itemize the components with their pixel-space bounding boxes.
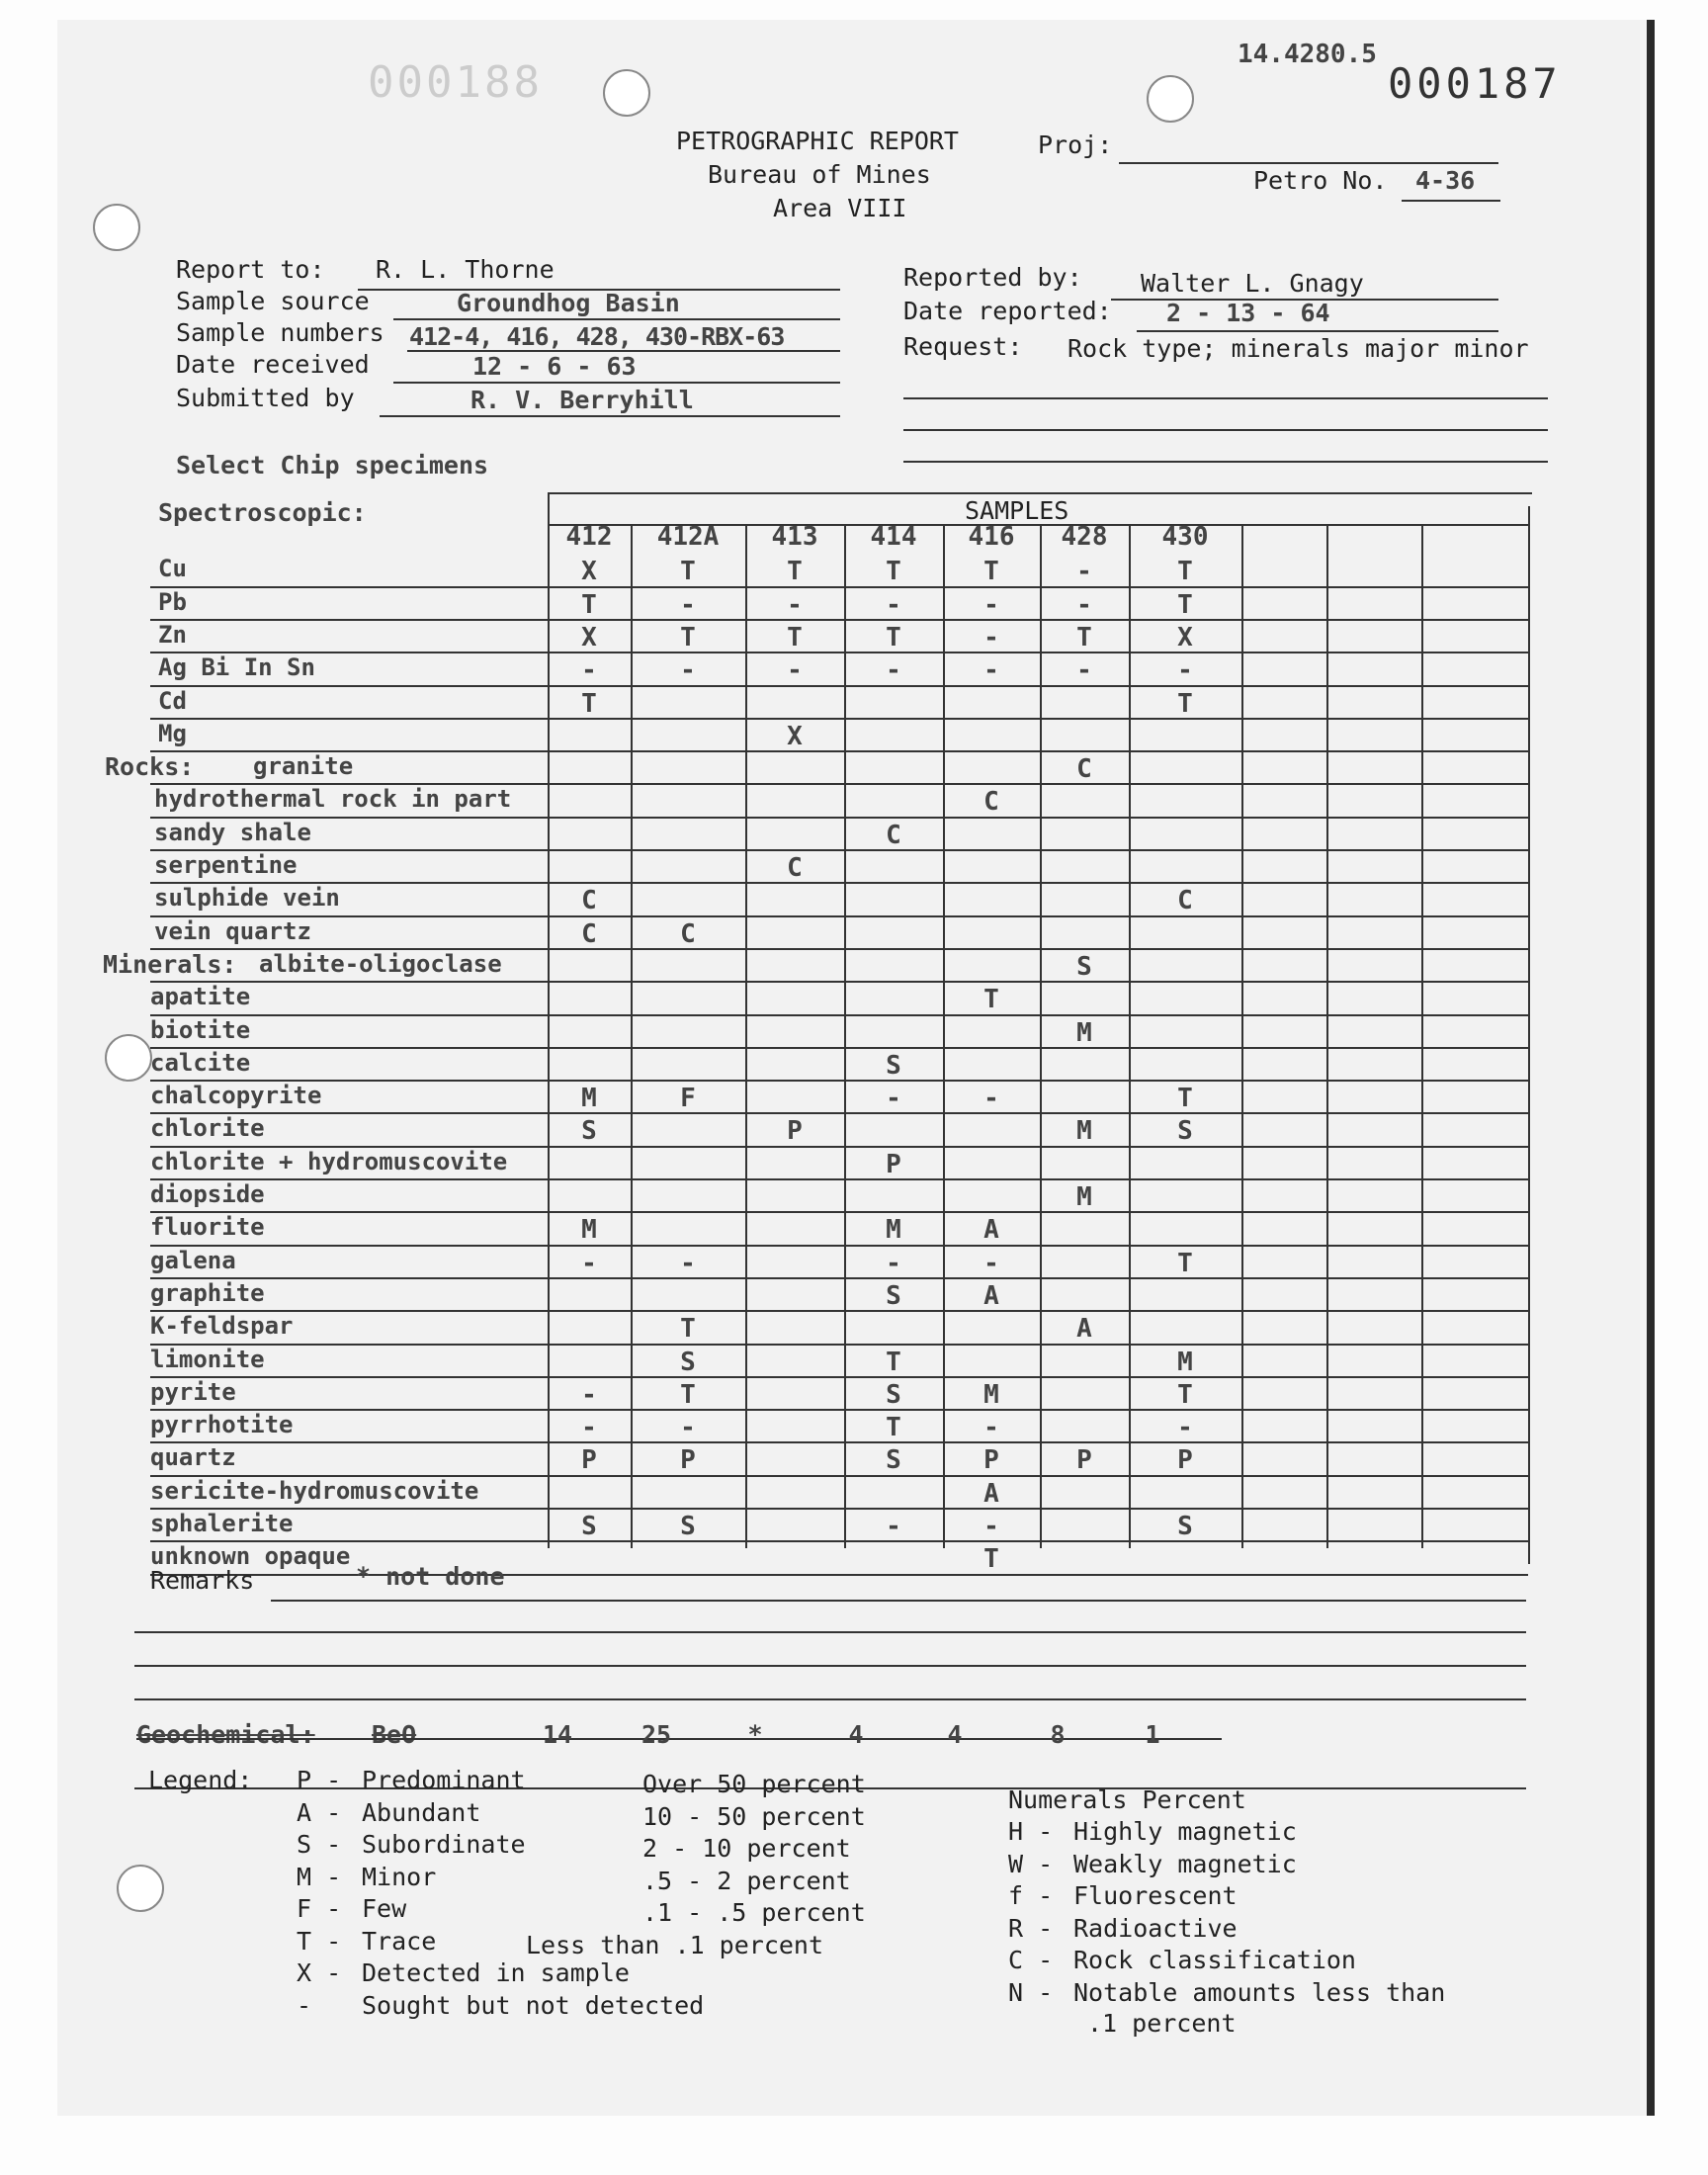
table-row-label: chlorite xyxy=(150,1114,265,1143)
table-row-label: graphite xyxy=(150,1278,265,1307)
table-row-line xyxy=(150,981,1528,983)
table-column-line xyxy=(1326,524,1328,1548)
minerals-label: Minerals: xyxy=(103,949,237,979)
table-cell: - xyxy=(983,1084,999,1114)
table-cell: - xyxy=(983,1512,999,1541)
table-row-label: sphalerite xyxy=(150,1510,294,1537)
table-cell: S xyxy=(1076,951,1092,982)
page-number: 000187 xyxy=(1388,59,1562,108)
legend-name: Predominant xyxy=(362,1766,526,1794)
legend-name: Minor xyxy=(362,1862,437,1891)
table-cell: M xyxy=(1177,1347,1193,1377)
geochemical-value: 4 xyxy=(947,1720,963,1749)
table-cell: T xyxy=(787,557,803,587)
table-row-label: apatite xyxy=(150,983,251,1011)
table-cell: - xyxy=(983,589,999,620)
table-cell: M xyxy=(581,1215,597,1246)
table-cell: - xyxy=(787,655,803,686)
table-cell: X xyxy=(581,622,597,652)
table-row-label: sericite-hydromuscovite xyxy=(150,1476,479,1505)
legend-name: Few xyxy=(362,1894,407,1923)
table-cell: M xyxy=(1076,1017,1092,1048)
report-title: PETROGRAPHIC REPORT xyxy=(676,127,959,155)
sample-numbers-value: 412-4, 416, 428, 430-RBX-63 xyxy=(409,322,785,351)
table-row-label: unknown opaque xyxy=(150,1542,351,1571)
petro-value: 4-36 xyxy=(1415,166,1476,195)
table-cell: S xyxy=(680,1347,696,1377)
sample-source-label: Sample source xyxy=(176,287,370,315)
legend-name: Subordinate xyxy=(362,1830,526,1859)
legend-name: Abundant xyxy=(362,1797,481,1827)
date-reported-line xyxy=(1137,330,1498,332)
table-cell: T xyxy=(680,1314,696,1345)
table-row-line xyxy=(150,1211,1528,1213)
table-row-label: quartz xyxy=(150,1443,236,1472)
section-rule xyxy=(548,492,1532,494)
table-cell: S xyxy=(680,1512,696,1541)
report-to-label: Report to: xyxy=(176,255,325,284)
table-row-label: biotite xyxy=(150,1015,251,1044)
table-cell: P xyxy=(1076,1445,1092,1476)
remarks-line xyxy=(134,1665,1526,1667)
legend-code: R - xyxy=(1008,1913,1054,1943)
table-row-line xyxy=(150,1344,1528,1346)
column-header: 414 xyxy=(870,522,917,552)
table-row-line xyxy=(150,718,1528,720)
geochemical-value: 8 xyxy=(1050,1720,1066,1749)
date-received-line xyxy=(393,382,840,384)
table-cell: X xyxy=(787,721,803,751)
legend-code: C - xyxy=(1008,1946,1054,1974)
column-header: 413 xyxy=(771,522,818,552)
table-cell: M xyxy=(1076,1182,1092,1212)
table-row-line xyxy=(150,1540,1528,1542)
table-cell: S xyxy=(581,1116,597,1147)
table-row-label: Zn xyxy=(158,620,187,649)
geochemical-value: 1 xyxy=(1145,1720,1160,1749)
punch-hole xyxy=(93,204,140,251)
table-cell: M xyxy=(983,1379,999,1410)
table-cell: P xyxy=(581,1445,597,1476)
table-cell: - xyxy=(680,1248,696,1278)
table-row-label: granite xyxy=(253,752,354,781)
table-cell: - xyxy=(1177,1413,1193,1443)
table-row-label: Cu xyxy=(158,555,187,583)
request-line xyxy=(903,397,1548,399)
table-row-line xyxy=(150,817,1528,819)
date-reported-value: 2 - 13 - 64 xyxy=(1166,299,1330,327)
legend-name: Rock classification xyxy=(1073,1946,1356,1974)
table-cell: A xyxy=(983,1280,999,1311)
column-header: 430 xyxy=(1161,522,1209,552)
table-cell: T xyxy=(680,1379,696,1410)
legend-name: Sought but not detected xyxy=(362,1990,705,2020)
request-line xyxy=(903,429,1548,431)
table-row-label: sulphide vein xyxy=(154,884,340,913)
table-row-label: hydrothermal rock in part xyxy=(154,785,512,814)
table-cell: - xyxy=(886,655,901,686)
table-column-line xyxy=(1241,524,1243,1548)
column-header: 412 xyxy=(565,522,613,552)
reported-by-value: Walter L. Gnagy xyxy=(1141,269,1364,298)
table-cell: - xyxy=(983,622,999,652)
table-cell: T xyxy=(1177,1084,1193,1114)
table-cell: S xyxy=(886,1445,901,1476)
table-cell: T xyxy=(886,1413,901,1443)
remarks-line xyxy=(134,1631,1526,1633)
table-row-line xyxy=(150,1376,1528,1378)
geochemical-value: 4 xyxy=(848,1720,864,1749)
bureau-subtitle: Bureau of Mines xyxy=(708,160,931,189)
table-cell: X xyxy=(581,557,597,587)
submitted-by-line xyxy=(380,415,840,417)
legend-name: Radioactive xyxy=(1073,1913,1238,1943)
table-row-line xyxy=(150,1014,1528,1016)
table-cell: C xyxy=(1076,754,1092,785)
sample-numbers-label: Sample numbers xyxy=(176,318,384,347)
table-cell: - xyxy=(886,1248,901,1278)
legend-name: Highly magnetic xyxy=(1073,1817,1297,1846)
table-row-label: fluorite xyxy=(150,1213,265,1242)
punch-hole xyxy=(1147,75,1194,123)
legend-code: W - xyxy=(1008,1849,1054,1878)
table-cell: - xyxy=(787,589,803,620)
table-cell: T xyxy=(983,557,999,587)
table-cell: - xyxy=(581,1413,597,1443)
table-row-label: Mg xyxy=(158,719,187,747)
remarks-value: * not done xyxy=(356,1562,505,1591)
rocks-label: Rocks: xyxy=(105,752,195,782)
table-cell: C xyxy=(787,853,803,883)
table-cell: S xyxy=(1177,1512,1193,1541)
table-cell: M xyxy=(886,1215,901,1246)
geochemical-compound: BeO xyxy=(372,1720,417,1749)
column-header: 416 xyxy=(968,522,1015,552)
geochemical-value: * xyxy=(747,1720,763,1749)
table-cell: T xyxy=(886,622,901,652)
area-subtitle: Area VIII xyxy=(773,194,907,222)
remarks-line xyxy=(134,1698,1526,1700)
legend-name: Detected in sample xyxy=(362,1958,630,1987)
table-cell: S xyxy=(1177,1116,1193,1147)
legend-code: - xyxy=(297,1990,312,2020)
table-cell: P xyxy=(886,1149,901,1179)
legend-range: .1 - .5 percent xyxy=(642,1898,866,1927)
table-row-line xyxy=(150,1080,1528,1082)
table-cell: S xyxy=(886,1280,901,1311)
legend-code: S - xyxy=(297,1830,342,1859)
table-row-label: calcite xyxy=(150,1048,251,1077)
table-cell: P xyxy=(1177,1445,1193,1476)
table-cell: - xyxy=(581,1248,597,1278)
legend-label: Legend: xyxy=(148,1766,253,1794)
table-row-label: galena xyxy=(150,1246,236,1274)
report-to-value: R. L. Thorne xyxy=(376,255,555,284)
table-cell: - xyxy=(983,1413,999,1443)
legend-code: T - xyxy=(297,1926,342,1956)
table-row-label: chlorite + hydromuscovite xyxy=(150,1147,508,1175)
reference-number: 14.4280.5 xyxy=(1238,40,1377,69)
faded-page-number: 000188 xyxy=(368,57,543,108)
legend-code: M - xyxy=(297,1862,342,1891)
table-cell: T xyxy=(1177,688,1193,719)
table-cell: - xyxy=(680,1413,696,1443)
reported-by-label: Reported by: xyxy=(903,263,1082,292)
legend-code: X - xyxy=(297,1958,342,1987)
table-cell: - xyxy=(680,655,696,686)
remarks-line xyxy=(271,1600,1526,1602)
table-row-line xyxy=(150,1310,1528,1312)
table-cell: - xyxy=(1076,655,1092,686)
table-row-label: Ag Bi In Sn xyxy=(158,653,315,682)
table-row-label: albite-oligoclase xyxy=(259,949,502,978)
legend-code: H - xyxy=(1008,1817,1054,1846)
page-edge xyxy=(1647,20,1655,2116)
table-cell: - xyxy=(680,589,696,620)
geochemical-value: 14 xyxy=(542,1720,573,1749)
table-row-line xyxy=(150,1277,1528,1279)
table-cell: T xyxy=(1076,622,1092,652)
table-cell: T xyxy=(1177,589,1193,620)
table-cell: - xyxy=(886,589,901,620)
table-row-line xyxy=(150,1508,1528,1510)
date-reported-label: Date reported: xyxy=(903,297,1112,325)
table-cell: T xyxy=(680,622,696,652)
table-border-right xyxy=(1528,506,1530,1564)
geochemical-value: 25 xyxy=(640,1720,672,1749)
table-cell: C xyxy=(1177,886,1193,916)
legend-range: 10 - 50 percent xyxy=(642,1801,866,1831)
legend-code: F - xyxy=(297,1894,342,1923)
table-cell: - xyxy=(1177,655,1193,686)
table-cell: F xyxy=(680,1084,696,1114)
table-row-label: Cd xyxy=(158,686,187,715)
table-row-line xyxy=(150,1178,1528,1180)
table-row-label: serpentine xyxy=(154,851,298,879)
table-row-label: vein quartz xyxy=(154,916,311,945)
request-value: Rock type; minerals major minor xyxy=(1068,334,1529,363)
table-cell: X xyxy=(1177,622,1193,652)
table-cell: C xyxy=(581,918,597,949)
table-cell: - xyxy=(1076,557,1092,587)
table-row-line xyxy=(150,1047,1528,1049)
punch-hole xyxy=(117,1865,164,1912)
select-chip-label: Select Chip specimens xyxy=(176,451,489,479)
table-column-line xyxy=(1421,524,1423,1548)
table-row-line xyxy=(150,915,1528,917)
table-cell: T xyxy=(886,1347,901,1377)
legend-name: Weakly magnetic xyxy=(1073,1849,1297,1878)
submitted-by-label: Submitted by xyxy=(176,384,355,412)
table-cell: C xyxy=(581,886,597,916)
table-cell: A xyxy=(983,1215,999,1246)
table-row-label: diopside xyxy=(150,1180,265,1208)
table-row-line xyxy=(150,1441,1528,1443)
table-cell: - xyxy=(983,655,999,686)
submitted-by-value: R. V. Berryhill xyxy=(470,386,694,414)
table-cell: - xyxy=(581,1379,597,1410)
table-cell: C xyxy=(886,820,901,850)
table-cell: P xyxy=(787,1116,803,1147)
legend-range: 2 - 10 percent xyxy=(642,1834,851,1863)
table-cell: P xyxy=(983,1445,999,1476)
table-cell: - xyxy=(983,1248,999,1278)
sample-source-value: Groundhog Basin xyxy=(457,289,680,317)
table-row-label: pyrrhotite xyxy=(150,1411,294,1439)
table-cell: S xyxy=(886,1050,901,1081)
request-line xyxy=(903,461,1548,463)
table-row-label: pyrite xyxy=(150,1377,236,1406)
table-cell: T xyxy=(886,557,901,587)
table-cell: P xyxy=(680,1445,696,1476)
table-row-label: limonite xyxy=(150,1345,265,1373)
sample-source-line xyxy=(393,318,840,320)
table-row-line xyxy=(150,1409,1528,1411)
column-header: 412A xyxy=(656,522,720,552)
table-cell: T xyxy=(581,589,597,620)
table-cell: A xyxy=(983,1478,999,1509)
spectroscopic-label: Spectroscopic: xyxy=(158,498,367,527)
table-cell: T xyxy=(983,1544,999,1575)
table-cell: - xyxy=(581,655,597,686)
legend-range: Over 50 percent xyxy=(642,1770,866,1798)
remarks-label: Remarks xyxy=(150,1566,255,1595)
table-cell: C xyxy=(983,787,999,818)
table-row-label: Pb xyxy=(158,587,187,616)
date-received-value: 12 - 6 - 63 xyxy=(472,352,637,381)
legend-name: Fluorescent xyxy=(1073,1881,1238,1910)
table-cell: T xyxy=(787,622,803,652)
table-cell: T xyxy=(680,557,696,587)
table-cell: S xyxy=(581,1512,597,1541)
geochemical-label: Geochemical: xyxy=(136,1720,315,1749)
legend-range: .5 - 2 percent xyxy=(642,1866,851,1895)
punch-hole xyxy=(603,69,650,117)
table-row-line xyxy=(150,1112,1528,1114)
legend-right-title: Numerals Percent xyxy=(1008,1785,1246,1814)
samples-label: SAMPLES xyxy=(965,496,1069,525)
table-row-line xyxy=(150,849,1528,851)
table-cell: A xyxy=(1076,1314,1092,1345)
table-cell: - xyxy=(886,1512,901,1541)
table-cell: M xyxy=(581,1084,597,1114)
punch-hole xyxy=(105,1034,152,1082)
request-label: Request: xyxy=(903,332,1023,361)
table-cell: T xyxy=(1177,557,1193,587)
legend-name: Notable amounts less than xyxy=(1073,1977,1446,2007)
proj-label: Proj: xyxy=(1038,130,1113,159)
table-cell: T xyxy=(1177,1379,1193,1410)
legend-range: Less than .1 percent xyxy=(526,1930,824,1959)
table-cell: C xyxy=(680,918,696,949)
table-cell: - xyxy=(886,1084,901,1114)
table-cell: M xyxy=(1076,1116,1092,1147)
table-row-label: chalcopyrite xyxy=(150,1082,322,1110)
table-cell: T xyxy=(1177,1248,1193,1278)
column-header: 428 xyxy=(1061,522,1108,552)
legend-code: f - xyxy=(1008,1881,1054,1910)
table-row-label: K-feldspar xyxy=(150,1312,294,1341)
legend-code: A - xyxy=(297,1797,342,1827)
proj-line xyxy=(1119,162,1498,164)
table-cell: S xyxy=(886,1379,901,1410)
table-cell: T xyxy=(983,985,999,1015)
table-row-line xyxy=(150,1245,1528,1247)
legend-right-extra: .1 percent xyxy=(1087,2009,1237,2038)
date-received-label: Date received xyxy=(176,350,370,379)
table-cell: - xyxy=(1076,589,1092,620)
petro-label: Petro No. xyxy=(1253,166,1388,195)
petro-line xyxy=(1402,200,1500,202)
table-cell: T xyxy=(581,688,597,719)
legend-name: Trace xyxy=(362,1926,437,1956)
legend-code: N - xyxy=(1008,1977,1054,2007)
table-row-label: sandy shale xyxy=(154,818,311,846)
legend-code: P - xyxy=(297,1766,342,1794)
